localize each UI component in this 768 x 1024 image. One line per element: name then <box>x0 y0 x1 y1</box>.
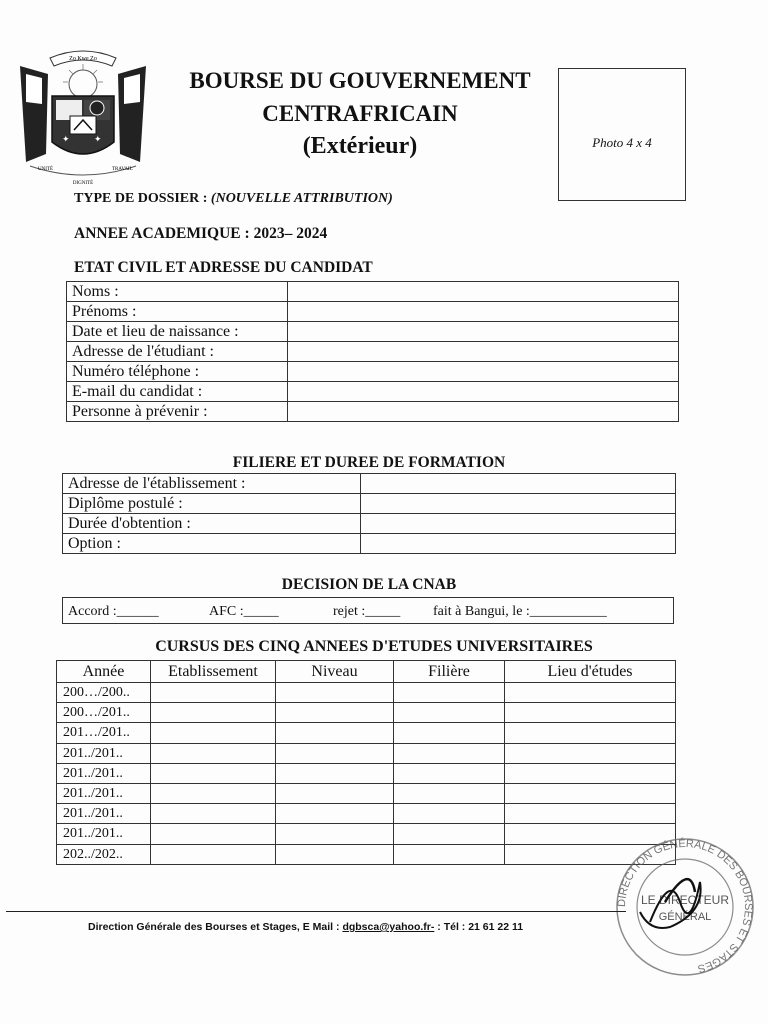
year-cell: 201../201.. <box>57 763 151 783</box>
title-line-2: CENTRAFRICAIN <box>262 101 458 126</box>
field-input[interactable] <box>361 534 676 554</box>
field-label: Option : <box>63 534 361 554</box>
cursus-table <box>56 660 676 865</box>
motto-text: Zo Kwe Zo <box>69 56 97 62</box>
field-label: E-mail du candidat : <box>67 382 288 402</box>
year-cell: 201../201.. <box>57 783 151 803</box>
col-header-lieu: Lieu d'études <box>505 661 676 683</box>
stamp-ring-text: DIRECTION GÉNÉRALE DES BOURSES ET STAGES <box>615 837 755 975</box>
table-row <box>67 362 679 382</box>
filiere-table <box>62 473 676 554</box>
table-row <box>67 342 679 362</box>
document-title <box>170 64 550 163</box>
cell[interactable] <box>276 804 394 824</box>
ribbon-right-text: TRAVAIL <box>112 167 133 172</box>
field-input[interactable] <box>288 322 679 342</box>
field-label: Noms : <box>67 282 288 302</box>
field-label: Personne à prévenir : <box>67 402 288 422</box>
cell[interactable] <box>151 783 276 803</box>
cell[interactable] <box>151 683 276 703</box>
field-label: Date et lieu de naissance : <box>67 322 288 342</box>
table-row <box>63 494 676 514</box>
field-input[interactable] <box>361 514 676 534</box>
field-input[interactable] <box>361 474 676 494</box>
field-label: Durée d'obtention : <box>63 514 361 534</box>
cell[interactable] <box>505 763 676 783</box>
accord-field[interactable]: Accord :______ <box>68 604 159 619</box>
cell[interactable] <box>505 723 676 743</box>
cell[interactable] <box>394 743 505 763</box>
decision-title: DECISION DE LA CNAB <box>281 576 457 593</box>
afc-field[interactable]: AFC :_____ <box>209 604 279 619</box>
rejet-field[interactable]: rejet :_____ <box>333 604 401 619</box>
cell[interactable] <box>394 703 505 723</box>
cell[interactable] <box>394 783 505 803</box>
official-stamp <box>610 832 760 982</box>
footer-phone: : Tél : 21 61 22 11 <box>437 921 524 933</box>
table-row <box>67 402 679 422</box>
footer-email-link[interactable]: dgbsca@yahoo.fr- <box>342 921 435 933</box>
cell[interactable] <box>276 683 394 703</box>
table-row <box>57 763 676 783</box>
cell[interactable] <box>276 844 394 864</box>
table-row <box>57 683 676 703</box>
field-label: Adresse de l'établissement : <box>63 474 361 494</box>
table-header-row <box>57 661 676 683</box>
cell[interactable] <box>505 683 676 703</box>
filiere-title: FILIERE ET DUREE DE FORMATION <box>232 454 506 471</box>
cell[interactable] <box>505 703 676 723</box>
col-header-etablissement: Etablissement <box>151 661 276 683</box>
cell[interactable] <box>505 743 676 763</box>
photo-label: Photo 4 x 4 <box>592 135 652 150</box>
table-row <box>63 514 676 534</box>
col-header-filiere: Filière <box>394 661 505 683</box>
table-row <box>57 723 676 743</box>
svg-text:✦: ✦ <box>94 134 102 144</box>
cell[interactable] <box>276 723 394 743</box>
year-cell: 202../202.. <box>57 844 151 864</box>
dossier-type <box>74 191 393 207</box>
table-row <box>67 302 679 322</box>
svg-text:✦: ✦ <box>62 134 70 144</box>
cell[interactable] <box>276 743 394 763</box>
cell[interactable] <box>505 783 676 803</box>
footer-divider <box>6 911 626 912</box>
cell[interactable] <box>394 824 505 844</box>
cell[interactable] <box>151 703 276 723</box>
etat-civil-table <box>66 281 679 422</box>
title-line-1: BOURSE DU GOUVERNEMENT <box>189 68 531 93</box>
year-cell: 201…/201.. <box>57 723 151 743</box>
year-cell: 201../201.. <box>57 743 151 763</box>
table-row <box>57 824 676 844</box>
stamp-center-line-1: LE DIRECTEUR <box>640 893 730 907</box>
field-input[interactable] <box>288 402 679 422</box>
ribbon-left-text: UNITÉ <box>38 167 53 172</box>
cell[interactable] <box>276 783 394 803</box>
dossier-type-label: TYPE DE DOSSIER : <box>74 191 208 206</box>
academic-year-value: 2023– 2024 <box>253 225 328 242</box>
cell[interactable] <box>276 763 394 783</box>
cell[interactable] <box>151 824 276 844</box>
cell[interactable] <box>276 824 394 844</box>
table-row <box>63 474 676 494</box>
cell[interactable] <box>394 723 505 743</box>
year-cell: 201../201.. <box>57 804 151 824</box>
cell[interactable] <box>394 683 505 703</box>
photo-box <box>558 68 686 201</box>
cell[interactable] <box>394 804 505 824</box>
footer-contact <box>88 921 523 933</box>
table-row <box>57 783 676 803</box>
dossier-type-value: (NOUVELLE ATTRIBUTION) <box>210 191 393 206</box>
title-line-3: (Extérieur) <box>302 133 418 159</box>
cell[interactable] <box>151 804 276 824</box>
footer-prefix: Direction Générale des Bourses et Stages, E Mail : <box>88 921 340 933</box>
academic-year-label: ANNEE ACADEMIQUE : <box>74 225 250 242</box>
table-row <box>57 804 676 824</box>
table-row <box>67 322 679 342</box>
cell[interactable] <box>151 723 276 743</box>
table-row <box>67 382 679 402</box>
decision-box <box>62 597 674 624</box>
table-row <box>57 844 676 864</box>
field-label: Diplôme postulé : <box>63 494 361 514</box>
table-row <box>67 282 679 302</box>
table-row <box>63 534 676 554</box>
col-header-annee: Année <box>57 661 151 683</box>
field-input[interactable] <box>288 302 679 322</box>
fait-a-bangui-field[interactable]: fait à Bangui, le :___________ <box>433 604 607 619</box>
field-input[interactable] <box>288 342 679 362</box>
table-row <box>57 743 676 763</box>
field-label: Numéro téléphone : <box>67 362 288 382</box>
cursus-title: CURSUS DES CINQ ANNEES D'ETUDES UNIVERSITAIRES <box>155 638 593 655</box>
cell[interactable] <box>151 763 276 783</box>
cell[interactable] <box>505 804 676 824</box>
stamp-center-line-2: GÉNÉRAL <box>658 911 712 923</box>
field-input[interactable] <box>288 362 679 382</box>
etat-civil-title: ETAT CIVIL ET ADRESSE DU CANDIDAT <box>74 259 373 276</box>
cell[interactable] <box>394 844 505 864</box>
field-label: Adresse de l'étudiant : <box>67 342 288 362</box>
cell[interactable] <box>151 844 276 864</box>
field-input[interactable] <box>288 282 679 302</box>
cell[interactable] <box>394 763 505 783</box>
field-input[interactable] <box>361 494 676 514</box>
cell[interactable] <box>276 703 394 723</box>
table-row <box>57 703 676 723</box>
year-cell: 200…/200.. <box>57 683 151 703</box>
coat-of-arms-emblem <box>12 44 154 190</box>
col-header-niveau: Niveau <box>276 661 394 683</box>
year-cell: 201../201.. <box>57 824 151 844</box>
academic-year <box>74 225 327 243</box>
field-input[interactable] <box>288 382 679 402</box>
ribbon-center-text: DIGNITÉ <box>72 181 94 186</box>
field-label: Prénoms : <box>67 302 288 322</box>
year-cell: 200…/201.. <box>57 703 151 723</box>
cell[interactable] <box>151 743 276 763</box>
